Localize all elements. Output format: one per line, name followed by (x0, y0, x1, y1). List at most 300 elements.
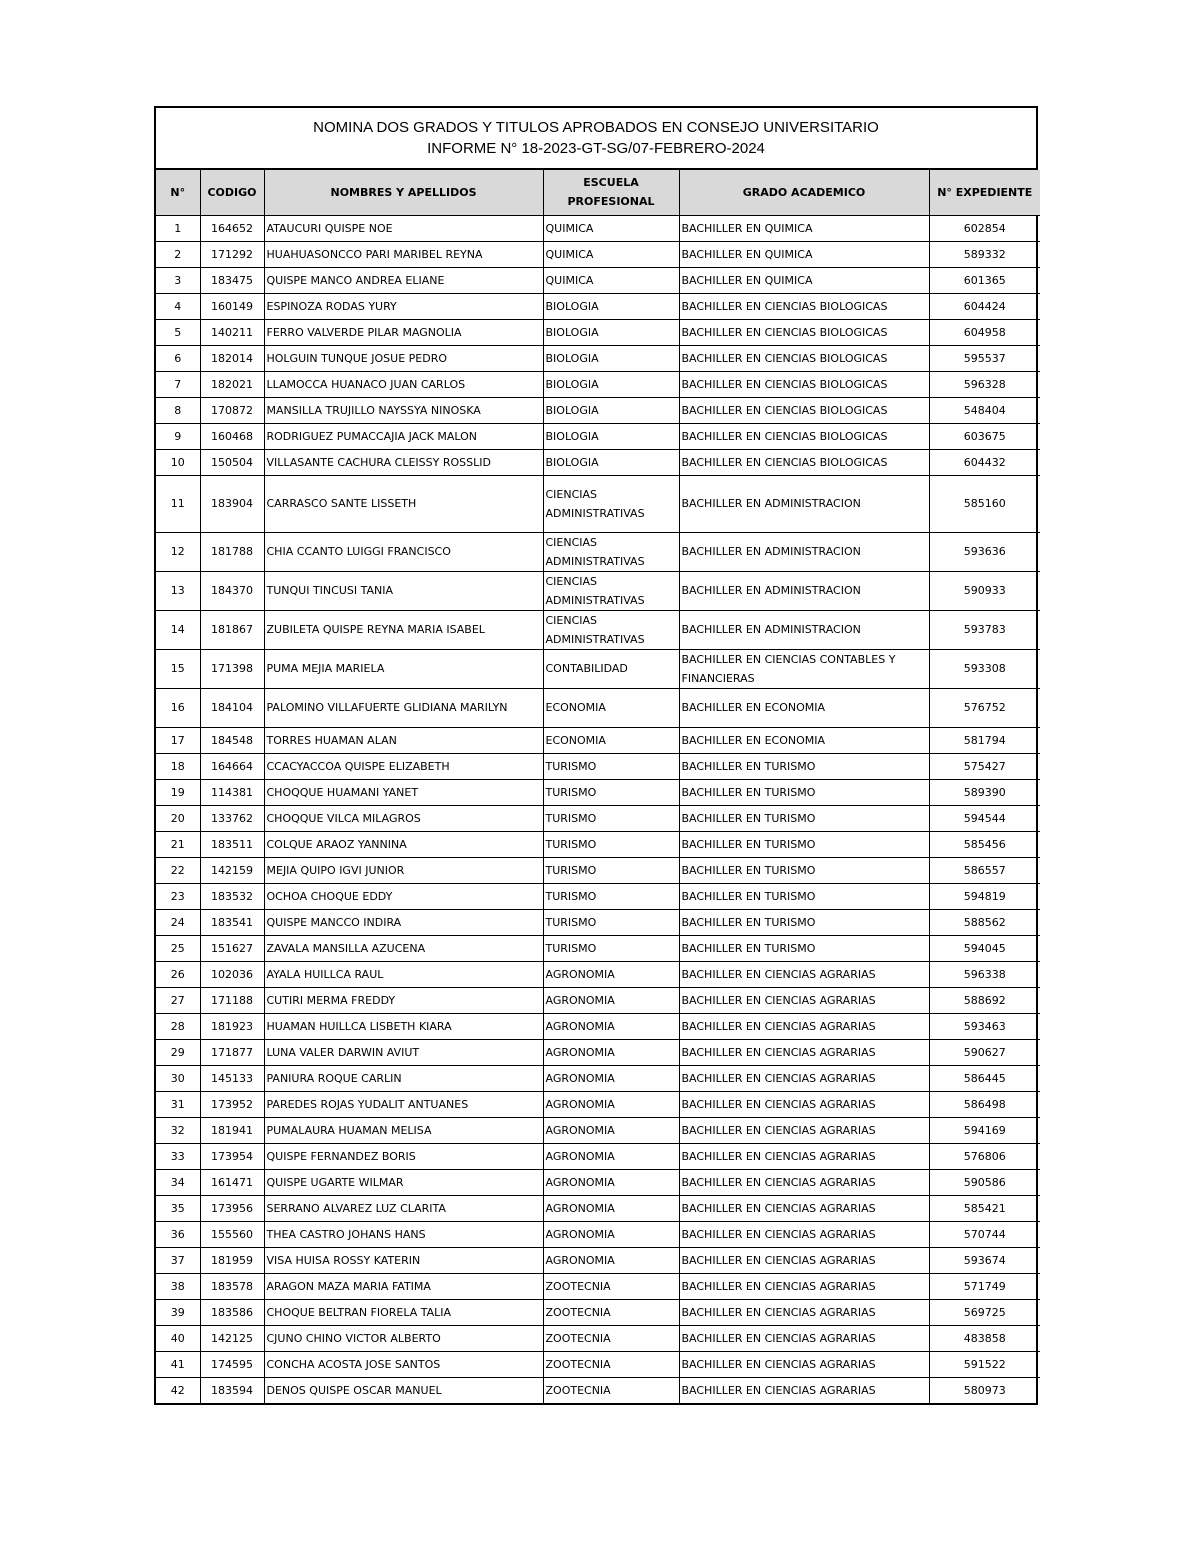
row-number: 22 (156, 857, 200, 883)
row-nombre: HOLGUIN TUNQUE JOSUE PEDRO (264, 345, 543, 371)
row-codigo: 183578 (200, 1273, 264, 1299)
row-codigo: 183532 (200, 883, 264, 909)
row-expediente: 604424 (929, 293, 1040, 319)
row-number: 8 (156, 397, 200, 423)
row-expediente: 604432 (929, 449, 1040, 475)
row-expediente: 586498 (929, 1091, 1040, 1117)
row-expediente: 591522 (929, 1351, 1040, 1377)
row-escuela: CIENCIAS ADMINISTRATIVAS (543, 532, 679, 571)
row-expediente: 601365 (929, 267, 1040, 293)
row-number: 9 (156, 423, 200, 449)
row-nombre: COLQUE ARAOZ YANNINA (264, 831, 543, 857)
row-nombre: PUMALAURA HUAMAN MELISA (264, 1117, 543, 1143)
row-escuela: BIOLOGIA (543, 371, 679, 397)
row-expediente: 589390 (929, 779, 1040, 805)
table-row (156, 1091, 1040, 1117)
row-grado: BACHILLER EN ADMINISTRACION (679, 610, 929, 649)
row-expediente: 593463 (929, 1013, 1040, 1039)
row-number: 39 (156, 1299, 200, 1325)
row-nombre: LLAMOCCA HUANACO JUAN CARLOS (264, 371, 543, 397)
row-number: 31 (156, 1091, 200, 1117)
row-nombre: VILLASANTE CACHURA CLEISSY ROSSLID (264, 449, 543, 475)
row-escuela: BIOLOGIA (543, 319, 679, 345)
row-escuela: BIOLOGIA (543, 423, 679, 449)
row-codigo: 161471 (200, 1169, 264, 1195)
table-row (156, 610, 1040, 649)
row-escuela: AGRONOMIA (543, 987, 679, 1013)
row-escuela: AGRONOMIA (543, 1091, 679, 1117)
row-grado: BACHILLER EN CIENCIAS BIOLOGICAS (679, 423, 929, 449)
row-grado: BACHILLER EN CIENCIAS AGRARIAS (679, 1195, 929, 1221)
row-number: 28 (156, 1013, 200, 1039)
row-grado: BACHILLER EN CIENCIAS AGRARIAS (679, 961, 929, 987)
row-grado: BACHILLER EN ECONOMIA (679, 688, 929, 727)
row-grado: BACHILLER EN CIENCIAS BIOLOGICAS (679, 397, 929, 423)
row-number: 16 (156, 688, 200, 727)
row-grado: BACHILLER EN CIENCIAS AGRARIAS (679, 1299, 929, 1325)
row-nombre: CHIA CCANTO LUIGGI FRANCISCO (264, 532, 543, 571)
row-nombre: ESPINOZA RODAS YURY (264, 293, 543, 319)
row-codigo: 171188 (200, 987, 264, 1013)
row-expediente: 594169 (929, 1117, 1040, 1143)
row-nombre: LUNA VALER DARWIN AVIUT (264, 1039, 543, 1065)
row-escuela: TURISMO (543, 935, 679, 961)
row-expediente: 581794 (929, 727, 1040, 753)
row-expediente: 594819 (929, 883, 1040, 909)
row-grado: BACHILLER EN TURISMO (679, 753, 929, 779)
table-row (156, 909, 1040, 935)
row-nombre: CARRASCO SANTE LISSETH (264, 475, 543, 532)
row-escuela: AGRONOMIA (543, 1013, 679, 1039)
graduates-table (156, 170, 1040, 1403)
row-codigo: 183594 (200, 1377, 264, 1403)
row-expediente: 595537 (929, 345, 1040, 371)
row-codigo: 150504 (200, 449, 264, 475)
row-expediente: 571749 (929, 1273, 1040, 1299)
row-grado: BACHILLER EN QUIMICA (679, 241, 929, 267)
row-codigo: 183541 (200, 909, 264, 935)
row-codigo: 184548 (200, 727, 264, 753)
row-codigo: 183904 (200, 475, 264, 532)
row-nombre: ZAVALA MANSILLA AZUCENA (264, 935, 543, 961)
row-number: 12 (156, 532, 200, 571)
table-row (156, 831, 1040, 857)
row-expediente: 593636 (929, 532, 1040, 571)
row-codigo: 184104 (200, 688, 264, 727)
table-row (156, 805, 1040, 831)
row-expediente: 596328 (929, 371, 1040, 397)
row-number: 26 (156, 961, 200, 987)
row-grado: BACHILLER EN CIENCIAS AGRARIAS (679, 1117, 929, 1143)
row-codigo: 170872 (200, 397, 264, 423)
row-escuela: ECONOMIA (543, 727, 679, 753)
row-expediente: 588562 (929, 909, 1040, 935)
row-escuela: ZOOTECNIA (543, 1299, 679, 1325)
row-number: 33 (156, 1143, 200, 1169)
row-escuela: AGRONOMIA (543, 1143, 679, 1169)
row-nombre: TUNQUI TINCUSI TANIA (264, 571, 543, 610)
table-row (156, 727, 1040, 753)
table-row (156, 1351, 1040, 1377)
row-number: 25 (156, 935, 200, 961)
row-escuela: AGRONOMIA (543, 1247, 679, 1273)
row-expediente: 593783 (929, 610, 1040, 649)
row-expediente: 603675 (929, 423, 1040, 449)
document-title: NOMINA DOS GRADOS Y TITULOS APROBADOS EN CONSEJO UNIVERSITARIO (313, 119, 879, 136)
row-expediente: 580973 (929, 1377, 1040, 1403)
row-nombre: PAREDES ROJAS YUDALIT ANTUANES (264, 1091, 543, 1117)
row-codigo: 171292 (200, 241, 264, 267)
row-grado: BACHILLER EN CIENCIAS BIOLOGICAS (679, 345, 929, 371)
row-number: 29 (156, 1039, 200, 1065)
row-codigo: 114381 (200, 779, 264, 805)
row-escuela: BIOLOGIA (543, 345, 679, 371)
row-escuela: AGRONOMIA (543, 1117, 679, 1143)
table-row (156, 1195, 1040, 1221)
row-nombre: PANIURA ROQUE CARLIN (264, 1065, 543, 1091)
row-expediente: 576752 (929, 688, 1040, 727)
row-grado: BACHILLER EN CIENCIAS AGRARIAS (679, 1065, 929, 1091)
header-n: N° (156, 170, 200, 215)
row-escuela: BIOLOGIA (543, 449, 679, 475)
table-row (156, 1065, 1040, 1091)
row-grado: BACHILLER EN CIENCIAS AGRARIAS (679, 1013, 929, 1039)
row-escuela: TURISMO (543, 753, 679, 779)
row-escuela: ZOOTECNIA (543, 1351, 679, 1377)
row-codigo: 102036 (200, 961, 264, 987)
table-row (156, 371, 1040, 397)
table-row (156, 688, 1040, 727)
row-number: 7 (156, 371, 200, 397)
row-expediente: 588692 (929, 987, 1040, 1013)
row-grado: BACHILLER EN QUIMICA (679, 267, 929, 293)
row-grado: BACHILLER EN ADMINISTRACION (679, 571, 929, 610)
row-nombre: QUISPE FERNANDEZ BORIS (264, 1143, 543, 1169)
row-expediente: 483858 (929, 1325, 1040, 1351)
row-nombre: CHOQQUE HUAMANI YANET (264, 779, 543, 805)
row-grado: BACHILLER EN QUIMICA (679, 215, 929, 241)
table-row (156, 397, 1040, 423)
row-expediente: 576806 (929, 1143, 1040, 1169)
document-subtitle: INFORME N° 18-2023-GT-SG/07-FEBRERO-2024 (427, 140, 765, 157)
row-expediente: 590933 (929, 571, 1040, 610)
row-nombre: DENOS QUISPE OSCAR MANUEL (264, 1377, 543, 1403)
row-grado: BACHILLER EN CIENCIAS AGRARIAS (679, 1325, 929, 1351)
row-escuela: AGRONOMIA (543, 1221, 679, 1247)
row-escuela: QUIMICA (543, 215, 679, 241)
row-number: 42 (156, 1377, 200, 1403)
row-codigo: 133762 (200, 805, 264, 831)
table-row (156, 779, 1040, 805)
table-row (156, 571, 1040, 610)
row-number: 41 (156, 1351, 200, 1377)
row-nombre: CONCHA ACOSTA JOSE SANTOS (264, 1351, 543, 1377)
table-row (156, 1221, 1040, 1247)
row-nombre: FERRO VALVERDE PILAR MAGNOLIA (264, 319, 543, 345)
table-row (156, 1143, 1040, 1169)
table-row (156, 935, 1040, 961)
row-nombre: RODRIGUEZ PUMACCAJIA JACK MALON (264, 423, 543, 449)
row-grado: BACHILLER EN ECONOMIA (679, 727, 929, 753)
row-codigo: 160149 (200, 293, 264, 319)
row-codigo: 174595 (200, 1351, 264, 1377)
row-nombre: ARAGON MAZA MARIA FATIMA (264, 1273, 543, 1299)
row-nombre: CHOQUE BELTRAN FIORELA TALIA (264, 1299, 543, 1325)
row-nombre: VISA HUISA ROSSY KATERIN (264, 1247, 543, 1273)
row-grado: BACHILLER EN TURISMO (679, 831, 929, 857)
row-escuela: ZOOTECNIA (543, 1377, 679, 1403)
row-expediente: 602854 (929, 215, 1040, 241)
table-row (156, 857, 1040, 883)
row-escuela: CONTABILIDAD (543, 649, 679, 688)
row-number: 3 (156, 267, 200, 293)
row-escuela: TURISMO (543, 805, 679, 831)
table-row (156, 293, 1040, 319)
row-number: 38 (156, 1273, 200, 1299)
table-row (156, 1325, 1040, 1351)
row-codigo: 151627 (200, 935, 264, 961)
nomina-sheet (154, 106, 1038, 1405)
row-escuela: CIENCIAS ADMINISTRATIVAS (543, 475, 679, 532)
row-nombre: HUAMAN HUILLCA LISBETH KIARA (264, 1013, 543, 1039)
row-escuela: CIENCIAS ADMINISTRATIVAS (543, 571, 679, 610)
table-row (156, 1039, 1040, 1065)
row-codigo: 181923 (200, 1013, 264, 1039)
table-row (156, 215, 1040, 241)
row-escuela: CIENCIAS ADMINISTRATIVAS (543, 610, 679, 649)
row-expediente: 548404 (929, 397, 1040, 423)
row-grado: BACHILLER EN CIENCIAS AGRARIAS (679, 987, 929, 1013)
header-grado: GRADO ACADEMICO (679, 170, 929, 215)
row-grado: BACHILLER EN CIENCIAS AGRARIAS (679, 1377, 929, 1403)
header-escuela: ESCUELA PROFESIONAL (543, 170, 679, 215)
table-row (156, 1013, 1040, 1039)
row-grado: BACHILLER EN TURISMO (679, 857, 929, 883)
row-number: 32 (156, 1117, 200, 1143)
row-nombre: MANSILLA TRUJILLO NAYSSYA NINOSKA (264, 397, 543, 423)
table-row (156, 961, 1040, 987)
row-nombre: CCACYACCOA QUISPE ELIZABETH (264, 753, 543, 779)
row-expediente: 604958 (929, 319, 1040, 345)
row-expediente: 575427 (929, 753, 1040, 779)
row-nombre: MEJIA QUIPO IGVI JUNIOR (264, 857, 543, 883)
header-nombres: NOMBRES Y APELLIDOS (264, 170, 543, 215)
row-codigo: 183511 (200, 831, 264, 857)
table-row (156, 267, 1040, 293)
row-number: 19 (156, 779, 200, 805)
row-grado: BACHILLER EN CIENCIAS AGRARIAS (679, 1091, 929, 1117)
row-number: 34 (156, 1169, 200, 1195)
row-escuela: AGRONOMIA (543, 961, 679, 987)
row-grado: BACHILLER EN CIENCIAS BIOLOGICAS (679, 449, 929, 475)
row-codigo: 173952 (200, 1091, 264, 1117)
row-escuela: BIOLOGIA (543, 397, 679, 423)
row-number: 17 (156, 727, 200, 753)
row-expediente: 590586 (929, 1169, 1040, 1195)
row-number: 40 (156, 1325, 200, 1351)
table-row (156, 1377, 1040, 1403)
row-expediente: 569725 (929, 1299, 1040, 1325)
row-nombre: PALOMINO VILLAFUERTE GLIDIANA MARILYN (264, 688, 543, 727)
row-escuela: AGRONOMIA (543, 1065, 679, 1091)
row-codigo: 145133 (200, 1065, 264, 1091)
row-number: 2 (156, 241, 200, 267)
row-nombre: QUISPE MANCCO INDIRA (264, 909, 543, 935)
row-expediente: 570744 (929, 1221, 1040, 1247)
row-nombre: ZUBILETA QUISPE REYNA MARIA ISABEL (264, 610, 543, 649)
row-codigo: 184370 (200, 571, 264, 610)
row-grado: BACHILLER EN CIENCIAS BIOLOGICAS (679, 371, 929, 397)
row-grado: BACHILLER EN CIENCIAS BIOLOGICAS (679, 319, 929, 345)
row-grado: BACHILLER EN TURISMO (679, 935, 929, 961)
row-codigo: 160468 (200, 423, 264, 449)
row-number: 35 (156, 1195, 200, 1221)
table-body (156, 215, 1040, 1403)
row-number: 24 (156, 909, 200, 935)
row-grado: BACHILLER EN CIENCIAS AGRARIAS (679, 1143, 929, 1169)
row-expediente: 585456 (929, 831, 1040, 857)
row-escuela: BIOLOGIA (543, 293, 679, 319)
row-expediente: 586445 (929, 1065, 1040, 1091)
row-nombre: HUAHUASONCCO PARI MARIBEL REYNA (264, 241, 543, 267)
row-codigo: 171398 (200, 649, 264, 688)
row-codigo: 181941 (200, 1117, 264, 1143)
row-number: 36 (156, 1221, 200, 1247)
row-grado: BACHILLER EN TURISMO (679, 805, 929, 831)
row-expediente: 585421 (929, 1195, 1040, 1221)
row-expediente: 586557 (929, 857, 1040, 883)
row-number: 15 (156, 649, 200, 688)
row-grado: BACHILLER EN ADMINISTRACION (679, 475, 929, 532)
row-codigo: 183586 (200, 1299, 264, 1325)
table-row (156, 883, 1040, 909)
row-escuela: AGRONOMIA (543, 1169, 679, 1195)
header-codigo: CODIGO (200, 170, 264, 215)
row-nombre: QUISPE UGARTE WILMAR (264, 1169, 543, 1195)
row-escuela: QUIMICA (543, 267, 679, 293)
row-number: 18 (156, 753, 200, 779)
row-escuela: ZOOTECNIA (543, 1325, 679, 1351)
row-expediente: 593674 (929, 1247, 1040, 1273)
row-grado: BACHILLER EN CIENCIAS AGRARIAS (679, 1221, 929, 1247)
document-title-block (156, 108, 1036, 170)
row-number: 6 (156, 345, 200, 371)
row-codigo: 164664 (200, 753, 264, 779)
row-expediente: 594544 (929, 805, 1040, 831)
row-expediente: 593308 (929, 649, 1040, 688)
row-escuela: QUIMICA (543, 241, 679, 267)
row-number: 30 (156, 1065, 200, 1091)
table-row (156, 1247, 1040, 1273)
row-codigo: 181959 (200, 1247, 264, 1273)
table-row (156, 449, 1040, 475)
row-codigo: 140211 (200, 319, 264, 345)
row-number: 10 (156, 449, 200, 475)
row-grado: BACHILLER EN CIENCIAS BIOLOGICAS (679, 293, 929, 319)
table-row (156, 319, 1040, 345)
row-nombre: CJUNO CHINO VICTOR ALBERTO (264, 1325, 543, 1351)
table-row (156, 1273, 1040, 1299)
row-expediente: 585160 (929, 475, 1040, 532)
header-expediente: N° EXPEDIENTE (929, 170, 1040, 215)
row-escuela: TURISMO (543, 909, 679, 935)
row-codigo: 182021 (200, 371, 264, 397)
table-row (156, 423, 1040, 449)
row-number: 23 (156, 883, 200, 909)
row-escuela: TURISMO (543, 831, 679, 857)
row-nombre: CUTIRI MERMA FREDDY (264, 987, 543, 1013)
row-codigo: 181788 (200, 532, 264, 571)
row-nombre: THEA CASTRO JOHANS HANS (264, 1221, 543, 1247)
table-row (156, 475, 1040, 532)
table-row (156, 345, 1040, 371)
row-expediente: 594045 (929, 935, 1040, 961)
row-expediente: 590627 (929, 1039, 1040, 1065)
row-codigo: 164652 (200, 215, 264, 241)
row-escuela: ZOOTECNIA (543, 1273, 679, 1299)
row-escuela: AGRONOMIA (543, 1039, 679, 1065)
table-row (156, 1117, 1040, 1143)
row-number: 1 (156, 215, 200, 241)
row-escuela: TURISMO (543, 779, 679, 805)
row-grado: BACHILLER EN TURISMO (679, 883, 929, 909)
row-nombre: SERRANO ALVAREZ LUZ CLARITA (264, 1195, 543, 1221)
row-escuela: TURISMO (543, 857, 679, 883)
row-number: 4 (156, 293, 200, 319)
table-row (156, 1169, 1040, 1195)
row-nombre: CHOQQUE VILCA MILAGROS (264, 805, 543, 831)
row-grado: BACHILLER EN ADMINISTRACION (679, 532, 929, 571)
row-grado: BACHILLER EN TURISMO (679, 909, 929, 935)
row-nombre: PUMA MEJIA MARIELA (264, 649, 543, 688)
row-number: 20 (156, 805, 200, 831)
row-number: 21 (156, 831, 200, 857)
row-nombre: AYALA HUILLCA RAUL (264, 961, 543, 987)
table-row (156, 241, 1040, 267)
row-number: 13 (156, 571, 200, 610)
row-grado: BACHILLER EN TURISMO (679, 779, 929, 805)
row-grado: BACHILLER EN CIENCIAS AGRARIAS (679, 1273, 929, 1299)
row-codigo: 173956 (200, 1195, 264, 1221)
row-grado: BACHILLER EN CIENCIAS AGRARIAS (679, 1351, 929, 1377)
row-grado: BACHILLER EN CIENCIAS AGRARIAS (679, 1039, 929, 1065)
row-nombre: OCHOA CHOQUE EDDY (264, 883, 543, 909)
row-grado: BACHILLER EN CIENCIAS AGRARIAS (679, 1247, 929, 1273)
table-row (156, 753, 1040, 779)
row-escuela: TURISMO (543, 883, 679, 909)
row-number: 27 (156, 987, 200, 1013)
row-escuela: ECONOMIA (543, 688, 679, 727)
row-codigo: 142159 (200, 857, 264, 883)
row-codigo: 155560 (200, 1221, 264, 1247)
row-nombre: QUISPE MANCO ANDREA ELIANE (264, 267, 543, 293)
row-number: 11 (156, 475, 200, 532)
row-nombre: TORRES HUAMAN ALAN (264, 727, 543, 753)
row-codigo: 182014 (200, 345, 264, 371)
row-number: 14 (156, 610, 200, 649)
row-nombre: ATAUCURI QUISPE NOE (264, 215, 543, 241)
row-number: 37 (156, 1247, 200, 1273)
table-row (156, 649, 1040, 688)
row-codigo: 171877 (200, 1039, 264, 1065)
row-escuela: AGRONOMIA (543, 1195, 679, 1221)
table-row (156, 987, 1040, 1013)
row-expediente: 589332 (929, 241, 1040, 267)
row-number: 5 (156, 319, 200, 345)
row-expediente: 596338 (929, 961, 1040, 987)
row-codigo: 183475 (200, 267, 264, 293)
row-grado: BACHILLER EN CIENCIAS CONTABLES Y FINANCIERAS (679, 649, 929, 688)
